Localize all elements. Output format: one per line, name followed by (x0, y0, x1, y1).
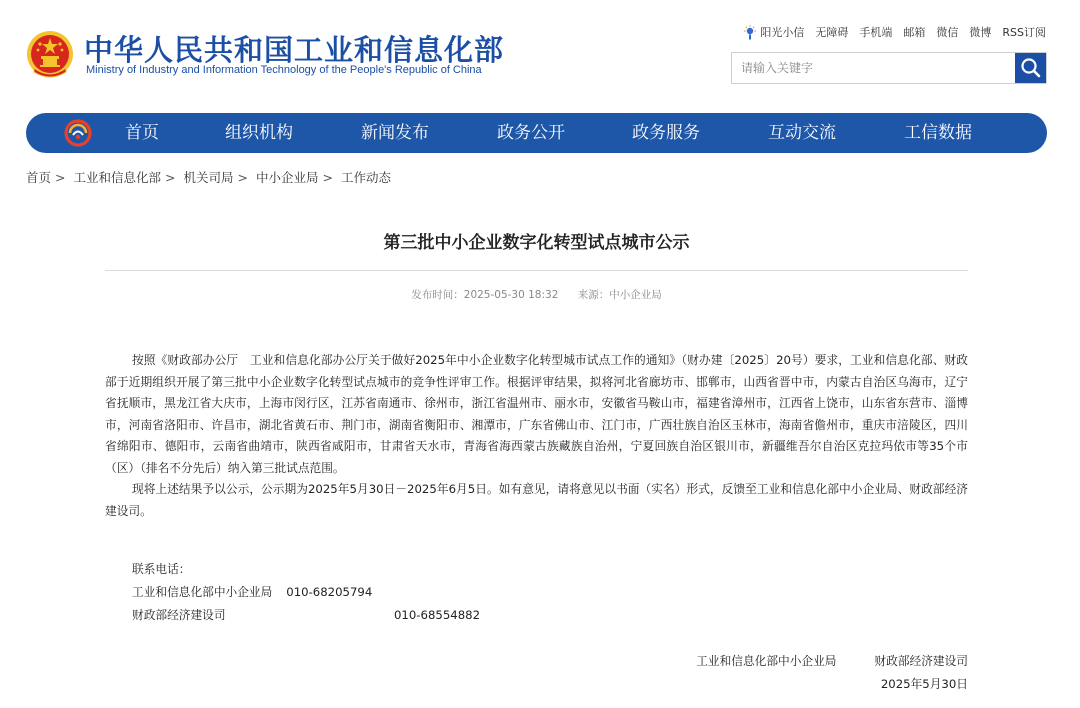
signatory: 财政部经济建设司 (874, 654, 968, 668)
site-subtitle: Ministry of Industry and Information Technology of the People's Republic of China (86, 64, 482, 76)
contact-phone: 010-68554882 (394, 608, 481, 622)
signatory: 工业和信息化部中小企业局 (696, 654, 837, 668)
nav-data[interactable]: 工信数据 (904, 123, 972, 143)
nav-home[interactable]: 首页 (125, 123, 159, 143)
publish-time: 发布时间：2025-05-30 18:32 (411, 289, 559, 301)
toplink-mobile[interactable]: 手机端 (859, 26, 893, 39)
breadcrumb-home[interactable]: 首页 (26, 170, 52, 185)
sign-date: 2025年5月30日 (880, 677, 968, 691)
contact-name: 工业和信息化部中小企业局 (132, 585, 273, 599)
search-button[interactable] (1015, 53, 1046, 83)
nav-news[interactable]: 新闻发布 (361, 123, 429, 143)
main-nav (26, 113, 1047, 153)
toplink-rss[interactable]: RSS订阅 (1002, 26, 1046, 39)
breadcrumb: 首页 > 工业和信息化部 > 机关司局 > 中小企业局 > 工作动态 (26, 170, 391, 185)
article-body (105, 350, 968, 522)
contact-name: 财政部经济建设司 (132, 608, 226, 622)
breadcrumb-sme-bureau[interactable]: 中小企业局 (255, 170, 319, 185)
toplink-wechat[interactable]: 微信 (936, 26, 959, 39)
sun-icon (744, 25, 756, 40)
site-title[interactable]: 中华人民共和国工业和信息化部 (84, 33, 505, 67)
toplink-sunshine[interactable]: 阳光小信 (760, 26, 805, 39)
nav-services[interactable]: 政务服务 (632, 123, 700, 143)
article-source: 来源：中小企业局 (577, 289, 662, 301)
breadcrumb-work-updates[interactable]: 工作动态 (340, 170, 391, 185)
breadcrumb-miit[interactable]: 工业和信息化部 (73, 170, 161, 185)
search-box (731, 52, 1047, 84)
contact-section (132, 558, 481, 627)
nav-organization[interactable]: 组织机构 (225, 123, 293, 143)
contact-phone: 010-68205794 (286, 585, 373, 599)
miit-logo-icon[interactable] (64, 119, 92, 147)
search-input[interactable] (732, 53, 1016, 83)
signatories (696, 650, 968, 673)
article-title: 第三批中小企业数字化转型试点城市公示 (383, 233, 690, 253)
contact-row (132, 581, 372, 604)
breadcrumb-departments[interactable]: 机关司局 (183, 170, 234, 185)
toplink-accessibility[interactable]: 无障碍 (815, 26, 849, 39)
site-header (0, 0, 1080, 110)
contact-row (132, 604, 481, 627)
contact-label: 联系电话： (132, 562, 191, 576)
toplink-weibo[interactable]: 微博 (969, 26, 992, 39)
search-icon (1015, 53, 1046, 83)
article-paragraph: 按照《财政部办公厅 工业和信息化部办公厅关于做好2025年中小企业数字化转型城市试点工作的通知》（财办建〔2025〕20号）要求，工业和信息化部、财政部于近期组织开展了第三批中小企业数字化转型试点城市的竞争性评审工作。根据评审结果，拟将河北省廊坊市、邯郸市，山西省晋中市，内蒙古自治区乌海市，辽宁省抚顺市，黑龙江省大庆市，上海市闵行区，江苏省南通市、徐州市，浙江省温州市、丽水市，安徽省马鞍山市，福建省漳州市，江西省上饶市，山东省东营市、淄博市，河南省洛阳市、许昌市，湖北省黄石市、荆门市，湖南省衡阳市、湘潭市，广东省佛山市、江门市，广西壮族自治区玉林市，海南省儋州市，重庆市涪陵区，四川省绵阳市、德阳市，云南省曲靖市，陕西省咸阳市，甘肃省天水市，青海省海西蒙古族藏族自治州，宁夏回族自治区银川市，新疆维吾尔自治区克拉玛依市等35个市（区）（排名不分先后）纳入第三批试点范围。 (105, 353, 968, 475)
top-links (744, 24, 1046, 40)
title-divider (105, 270, 968, 271)
nav-interaction[interactable]: 互动交流 (768, 123, 836, 143)
toplink-mail[interactable]: 邮箱 (903, 26, 926, 39)
national-emblem-icon[interactable] (26, 28, 74, 80)
article-paragraph: 现将上述结果予以公示，公示期为2025年5月30日－2025年6月5日。如有意见，请将意见以书面（实名）形式，反馈至工业和信息化部中小企业局、财政部经济建设司。 (105, 482, 968, 518)
article-meta (105, 287, 968, 302)
signature-block (696, 650, 968, 696)
nav-government-affairs[interactable]: 政务公开 (497, 123, 565, 143)
